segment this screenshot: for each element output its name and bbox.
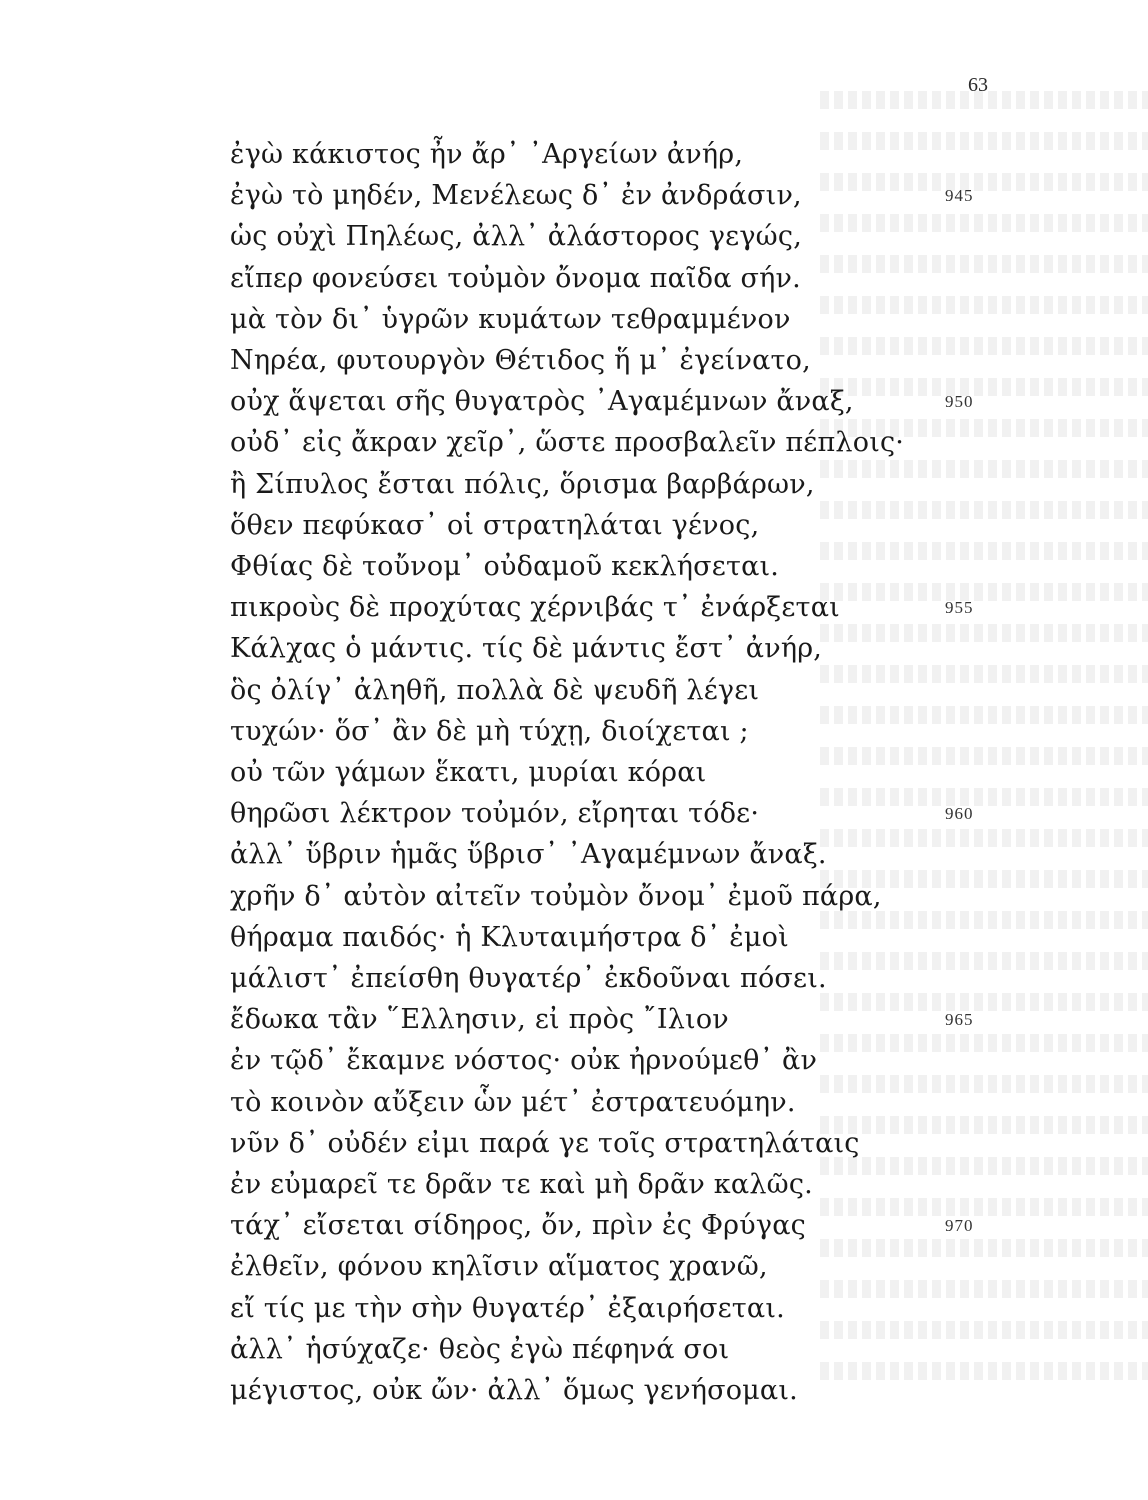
verse-line: εἴ τίς με τὴν σὴν θυγατέρ᾽ ἐξαιρήσεται. xyxy=(230,1293,785,1324)
verse-line: ὅθεν πεφύκασ᾽ οἱ στρατηλάται γένος, xyxy=(230,510,760,541)
verse-line: ὃς ὀλίγ᾽ ἀληθῆ, πολλὰ δὲ ψευδῆ λέγει xyxy=(230,675,760,706)
verse-line: μάλιστ᾽ ἐπείσθη θυγατέρ᾽ ἐκδοῦναι πόσει. xyxy=(230,963,827,994)
verse-line: μέγιστος, οὐκ ὤν· ἀλλ᾽ ὅμως γενήσομαι. xyxy=(230,1375,798,1406)
verse-line: οὐδ᾽ εἰς ἄκραν χεῖρ᾽, ὥστε προσβαλεῖν πέπλοις· xyxy=(230,427,905,458)
verse-line: τυχών· ὅσ᾽ ἂν δὲ μὴ τύχῃ, διοίχεται ; xyxy=(230,716,749,747)
verse-line: Νηρέα, φυτουργὸν Θέτιδος ἥ μ᾽ ἐγείνατο, xyxy=(230,345,811,376)
verse-line: νῦν δ᾽ οὐδέν εἰμι παρά γε τοῖς στρατηλάταις xyxy=(230,1128,860,1159)
line-number: 945 xyxy=(945,186,974,205)
verse-line: ἀλλ᾽ ὕβριν ἡμᾶς ὕβρισ᾽ ᾿Αγαμέμνων ἄναξ. xyxy=(230,839,827,870)
line-number: 960 xyxy=(945,804,974,823)
verse-line: ἀλλ᾽ ἡσύχαζε· θεὸς ἐγὼ πέφηνά σοι xyxy=(230,1334,730,1365)
line-number: 950 xyxy=(945,392,974,411)
verse-line: εἴπερ φονεύσει τοὐμὸν ὄνομα παῖδα σήν. xyxy=(230,263,801,294)
verse-line: ἢ Σίπυλος ἔσται πόλις, ὅρισμα βαρβάρων, xyxy=(230,469,815,500)
verse-line: οὐχ ἅψεται σῆς θυγατρὸς ᾿Αγαμέμνων ἄναξ, xyxy=(230,386,854,417)
line-number: 970 xyxy=(945,1216,974,1235)
verse-line: Φθίας δὲ τοὔνομ᾽ οὐδαμοῦ κεκλήσεται. xyxy=(230,551,780,582)
verse-line: ὡς οὐχὶ Πηλέως, ἀλλ᾽ ἀλάστορος γεγώς, xyxy=(230,221,803,252)
verse-line: οὐ τῶν γάμων ἕκατι, μυρίαι κόραι xyxy=(230,757,707,788)
verse-line: θήραμα παιδός· ἡ Κλυταιμήστρα δ᾽ ἐμοὶ xyxy=(230,922,789,953)
page-number: 63 xyxy=(968,74,988,96)
verse-line: ἐν εὐμαρεῖ τε δρᾶν τε καὶ μὴ δρᾶν καλῶς. xyxy=(230,1169,813,1200)
verse-line: ἐγὼ τὸ μηδέν, Μενέλεως δ᾽ ἐν ἀνδράσιν, xyxy=(230,180,802,211)
line-number: 955 xyxy=(945,598,974,617)
verse-line: χρῆν δ᾽ αὐτὸν αἰτεῖν τοὐμὸν ὄνομ᾽ ἐμοῦ πάρα, xyxy=(230,881,882,912)
line-number: 965 xyxy=(945,1010,974,1029)
verse-line: ἐλθεῖν, φόνου κηλῖσιν αἵματος χρανῶ, xyxy=(230,1251,768,1282)
verse-line: Κάλχας ὁ μάντις. τίς δὲ μάντις ἔστ᾽ ἀνήρ, xyxy=(230,633,823,664)
show-through-shading xyxy=(820,80,1148,1440)
verse-line: τάχ᾽ εἴσεται σίδηρος, ὄν, πρὶν ἐς Φρύγας xyxy=(230,1210,806,1241)
verse-line: τὸ κοινὸν αὔξειν ὧν μέτ᾽ ἐστρατευόμην. xyxy=(230,1087,796,1118)
verse-line: μὰ τὸν δι᾽ ὑγρῶν κυμάτων τεθραμμένον xyxy=(230,304,791,335)
verse-line: πικροὺς δὲ προχύτας χέρνιβάς τ᾽ ἐνάρξεται xyxy=(230,592,840,623)
verse-line: ἐν τῷδ᾽ ἔκαμνε νόστος· οὐκ ἠρνούμεθ᾽ ἂν xyxy=(230,1045,818,1076)
verse-line: θηρῶσι λέκτρον τοὐμόν, εἴρηται τόδε· xyxy=(230,798,760,829)
verse-line: ἔδωκα τἂν ῞Ελλησιν, εἰ πρὸς ῎Ιλιον xyxy=(230,1004,729,1035)
verse-line: ἐγὼ κάκιστος ἦν ἄρ᾽ ᾿Αργείων ἀνήρ, xyxy=(230,139,744,170)
